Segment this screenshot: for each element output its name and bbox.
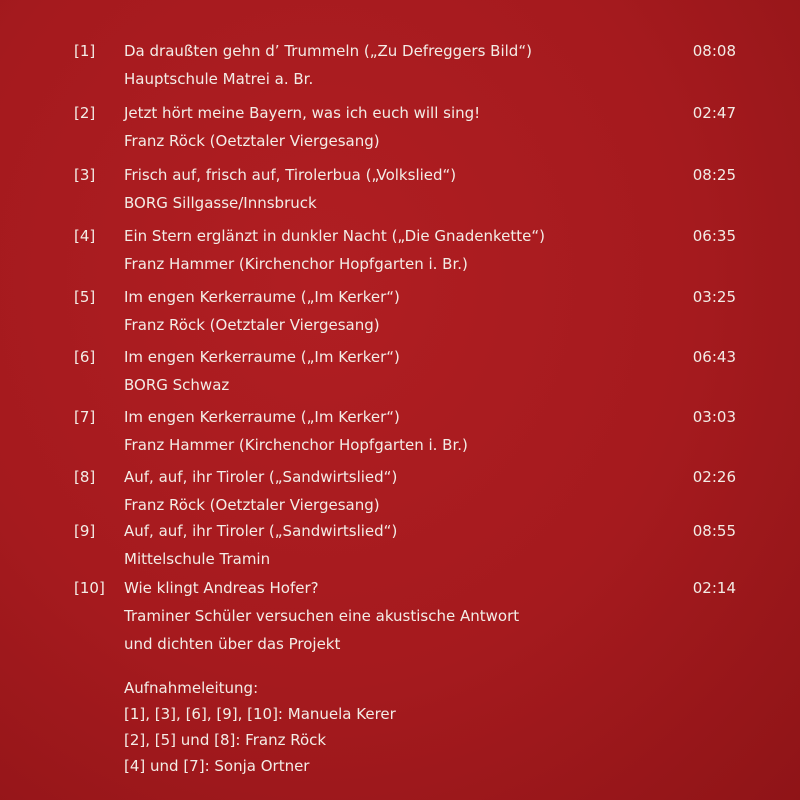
track-performer: Mittelschule Tramin bbox=[124, 550, 271, 568]
track-duration: 02:14 bbox=[692, 579, 736, 597]
track-duration: 02:47 bbox=[692, 104, 736, 122]
track-title: Wie klingt Andreas Hofer? bbox=[124, 579, 319, 597]
track-title: Im engen Kerkerraume („Im Kerker“) bbox=[124, 348, 400, 366]
track-performer: BORG Sillgasse/Innsbruck bbox=[124, 194, 317, 212]
track-performer: Franz Röck (Oetztaler Viergesang) bbox=[124, 496, 380, 514]
track-title: Da draußten gehn d’ Trummeln („Zu Defreggers Bild“) bbox=[124, 42, 532, 60]
track-number: [1] bbox=[74, 42, 96, 60]
track-performer: Traminer Schüler versuchen eine akustische Antwort bbox=[124, 607, 520, 625]
track-duration: 08:25 bbox=[692, 166, 736, 184]
track-duration: 06:35 bbox=[692, 227, 736, 245]
track-number: [7] bbox=[74, 408, 96, 426]
credits-line: [2], [5] und [8]: Franz Röck bbox=[124, 731, 327, 749]
credits-heading: Aufnahmeleitung: bbox=[124, 679, 259, 697]
track-title: Im engen Kerkerraume („Im Kerker“) bbox=[124, 288, 400, 306]
credits-line: [4] und [7]: Sonja Ortner bbox=[124, 757, 310, 775]
track-duration: 06:43 bbox=[692, 348, 736, 366]
track-number: [9] bbox=[74, 522, 96, 540]
track-duration: 08:08 bbox=[692, 42, 736, 60]
track-number: [6] bbox=[74, 348, 96, 366]
track-title: Jetzt hört meine Bayern, was ich euch will sing! bbox=[124, 104, 481, 122]
track-duration: 03:03 bbox=[692, 408, 736, 426]
track-duration: 03:25 bbox=[692, 288, 736, 306]
track-duration: 02:26 bbox=[692, 468, 736, 486]
credits-line: [1], [3], [6], [9], [10]: Manuela Kerer bbox=[124, 705, 396, 723]
track-performer: Franz Hammer (Kirchenchor Hopfgarten i. Br.) bbox=[124, 436, 468, 454]
track-number: [3] bbox=[74, 166, 96, 184]
track-number: [4] bbox=[74, 227, 96, 245]
track-performer: Franz Hammer (Kirchenchor Hopfgarten i. Br.) bbox=[124, 255, 468, 273]
track-title: Auf, auf, ihr Tiroler („Sandwirtslied“) bbox=[124, 522, 398, 540]
track-title: Auf, auf, ihr Tiroler („Sandwirtslied“) bbox=[124, 468, 398, 486]
track-number: [10] bbox=[74, 579, 105, 597]
track-number: [5] bbox=[74, 288, 96, 306]
recording-credits bbox=[124, 675, 396, 779]
track-title: Im engen Kerkerraume („Im Kerker“) bbox=[124, 408, 400, 426]
track-performer-continued: und dichten über das Projekt bbox=[124, 635, 341, 653]
track-number: [2] bbox=[74, 104, 96, 122]
track-title: Ein Stern erglänzt in dunkler Nacht („Die Gnadenkette“) bbox=[124, 227, 545, 245]
track-number: [8] bbox=[74, 468, 96, 486]
track-performer: BORG Schwaz bbox=[124, 376, 230, 394]
track-performer: Hauptschule Matrei a. Br. bbox=[124, 70, 314, 88]
track-performer: Franz Röck (Oetztaler Viergesang) bbox=[124, 132, 380, 150]
track-performer: Franz Röck (Oetztaler Viergesang) bbox=[124, 316, 380, 334]
track-duration: 08:55 bbox=[692, 522, 736, 540]
track-title: Frisch auf, frisch auf, Tirolerbua („Volkslied“) bbox=[124, 166, 457, 184]
